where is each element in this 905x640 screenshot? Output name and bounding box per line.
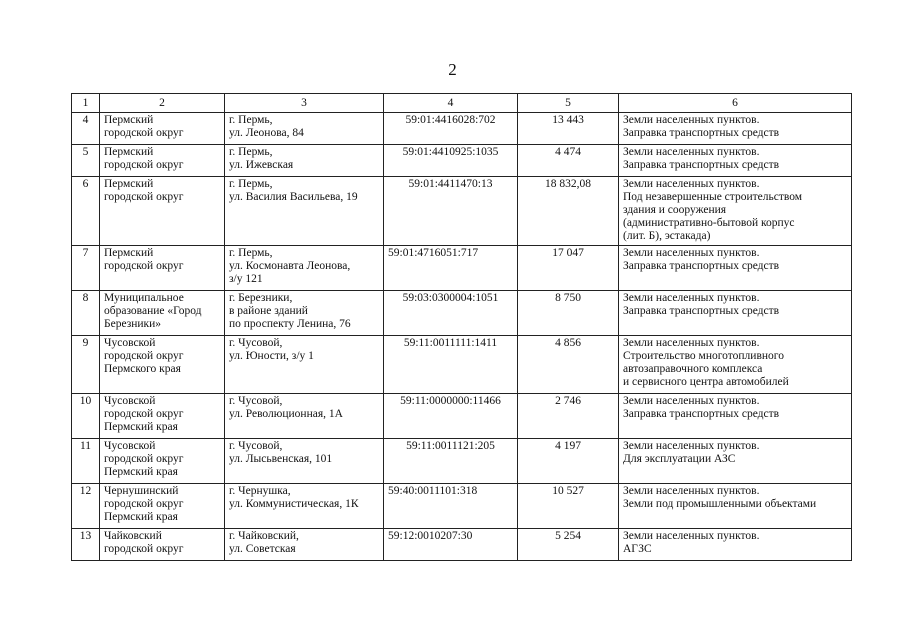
- area-cell: [518, 336, 619, 394]
- area-cell-text: 5 254: [555, 530, 581, 542]
- area-cell-text: 8 750: [555, 292, 581, 304]
- address-cell-line: ул. Ижевская: [229, 159, 294, 171]
- address-cell: [225, 484, 384, 529]
- address-cell-line: в районе зданий: [229, 305, 308, 317]
- municipality-cell: [100, 336, 225, 394]
- cadastral-number-cell-text: 59:03:0300004:1051: [402, 292, 499, 304]
- cadastral-number-cell: [384, 394, 518, 439]
- municipality-cell-line: Муниципальное: [104, 292, 184, 304]
- address-cell-line: ул. Лысьвенская, 101: [229, 453, 333, 465]
- address-cell-line: ул. Василия Васильева, 19: [229, 191, 358, 203]
- address-cell: [225, 394, 384, 439]
- address-cell: [225, 145, 384, 177]
- land-category-cell-line: автозаправочного комплекса: [623, 363, 763, 375]
- municipality-cell-line: Пермский: [104, 146, 154, 158]
- land-category-cell-line: Заправка транспортных средств: [623, 305, 780, 317]
- municipality-cell-line: Пермского края: [104, 363, 181, 375]
- land-category-cell: [619, 291, 852, 336]
- area-cell-text: 4 856: [555, 337, 581, 349]
- cadastral-number-cell: [384, 145, 518, 177]
- area-cell: [518, 291, 619, 336]
- municipality-cell-line: городской округ: [104, 350, 184, 362]
- land-category-cell-line: Земли населенных пунктов.: [623, 178, 760, 190]
- cadastral-number-cell-text: 59:01:4716051:717: [388, 247, 479, 259]
- cadastral-number-cell-text: 59:11:0000000:11466: [400, 395, 501, 407]
- row-number-cell: [72, 177, 100, 246]
- land-category-cell-line: Заправка транспортных средств: [623, 408, 780, 420]
- address-cell-line: г. Чернушка,: [229, 485, 291, 497]
- area-cell: [518, 529, 619, 561]
- municipality-cell: [100, 439, 225, 484]
- municipality-cell-line: Пермский: [104, 114, 154, 126]
- table-header-row: [72, 94, 852, 113]
- municipality-cell-line: Чайковский: [104, 530, 162, 542]
- address-cell-line: ул. Космонавта Леонова,: [229, 260, 351, 272]
- row-number-cell: [72, 439, 100, 484]
- address-cell-line: ул. Советская: [229, 543, 296, 555]
- cadastral-number-cell-text: 59:11:0011111:1411: [403, 337, 498, 349]
- cadastral-number-cell: [384, 529, 518, 561]
- address-cell: [225, 336, 384, 394]
- land-category-cell-line: Земли населенных пунктов.: [623, 114, 760, 126]
- land-category-cell-line: Заправка транспортных средств: [623, 127, 780, 139]
- address-cell-line: г. Чусовой,: [229, 395, 283, 407]
- row-number-cell-text: 13: [79, 530, 92, 542]
- municipality-cell-line: Пермский края: [104, 421, 178, 433]
- area-cell: [518, 113, 619, 145]
- land-category-cell: [619, 246, 852, 291]
- area-cell: [518, 246, 619, 291]
- municipality-cell-line: Чусовской: [104, 395, 156, 407]
- municipality-cell-line: городской округ: [104, 498, 184, 510]
- land-category-cell: [619, 484, 852, 529]
- land-category-cell-line: Земли населенных пунктов.: [623, 485, 760, 497]
- land-category-cell-line: Земли населенных пунктов.: [623, 530, 760, 542]
- municipality-cell: [100, 529, 225, 561]
- municipality-cell-line: Пермский края: [104, 511, 178, 523]
- municipality-cell-line: городской округ: [104, 543, 184, 555]
- row-number-cell: [72, 484, 100, 529]
- page-number: 2: [448, 60, 457, 79]
- cadastral-number-cell: [384, 177, 518, 246]
- area-cell: [518, 439, 619, 484]
- address-cell-line: ул. Леонова, 84: [229, 127, 304, 139]
- address-cell: [225, 439, 384, 484]
- row-number-cell-text: 11: [79, 440, 92, 452]
- land-category-cell: [619, 394, 852, 439]
- municipality-cell: [100, 113, 225, 145]
- table-row: [72, 336, 852, 394]
- address-cell: [225, 113, 384, 145]
- land-plots-table: [71, 93, 852, 561]
- land-category-cell-line: Для эксплуатации АЗС: [623, 453, 736, 465]
- column-header: 6: [619, 94, 852, 113]
- table-row: [72, 291, 852, 336]
- land-category-cell: [619, 177, 852, 246]
- address-cell-line: г. Пермь,: [229, 114, 273, 126]
- row-number-cell-text: 10: [79, 395, 92, 407]
- table-row: [72, 529, 852, 561]
- land-category-cell: [619, 529, 852, 561]
- land-category-cell-line: Земли населенных пунктов.: [623, 337, 760, 349]
- land-category-cell-line: (лит. Б), эстакада): [623, 230, 711, 242]
- municipality-cell-line: образование «Город: [104, 305, 202, 317]
- area-cell-text: 10 527: [552, 485, 584, 497]
- address-cell-line: г. Пермь,: [229, 146, 273, 158]
- land-category-cell-line: Заправка транспортных средств: [623, 260, 780, 272]
- row-number-cell-text: 9: [82, 337, 89, 349]
- column-header: 5: [518, 94, 619, 113]
- cadastral-number-cell-text: 59:12:0010207:30: [388, 530, 473, 542]
- municipality-cell-line: городской округ: [104, 408, 184, 420]
- address-cell: [225, 177, 384, 246]
- municipality-cell-line: городской округ: [104, 191, 184, 203]
- cadastral-number-cell: [384, 336, 518, 394]
- municipality-cell-line: городской округ: [104, 260, 184, 272]
- cadastral-number-cell-text: 59:01:4411470:13: [408, 178, 493, 190]
- land-category-cell: [619, 145, 852, 177]
- municipality-cell-line: Чусовской: [104, 440, 156, 452]
- area-cell: [518, 484, 619, 529]
- table-row: [72, 145, 852, 177]
- municipality-cell-line: Пермский: [104, 247, 154, 259]
- row-number-cell-text: 8: [82, 292, 89, 304]
- area-cell-text: 18 832,08: [545, 178, 591, 190]
- table-row: [72, 113, 852, 145]
- row-number-cell: [72, 113, 100, 145]
- row-number-cell: [72, 336, 100, 394]
- row-number-cell-text: 4: [82, 114, 89, 126]
- area-cell-text: 2 746: [555, 395, 581, 407]
- municipality-cell: [100, 484, 225, 529]
- area-cell-text: 13 443: [552, 114, 584, 126]
- municipality-cell-line: Березники»: [104, 318, 162, 330]
- municipality-cell: [100, 177, 225, 246]
- address-cell-line: г. Пермь,: [229, 247, 273, 259]
- column-header: 1: [72, 94, 100, 113]
- address-cell-line: г. Чайковский,: [229, 530, 299, 542]
- area-cell: [518, 145, 619, 177]
- address-cell-line: ул. Юности, з/у 1: [229, 350, 314, 362]
- land-category-cell-line: Земли населенных пунктов.: [623, 292, 760, 304]
- address-cell-line: г. Березники,: [229, 292, 293, 304]
- municipality-cell-line: городской округ: [104, 453, 184, 465]
- land-category-cell-line: АГЗС: [623, 543, 652, 555]
- row-number-cell-text: 12: [79, 485, 92, 497]
- row-number-cell: [72, 145, 100, 177]
- land-category-cell-line: здания и сооружения: [623, 204, 727, 216]
- address-cell-line: г. Чусовой,: [229, 440, 283, 452]
- column-header: 2: [100, 94, 225, 113]
- municipality-cell: [100, 246, 225, 291]
- cadastral-number-cell-text: 59:01:4416028:702: [405, 114, 496, 126]
- row-number-cell: [72, 291, 100, 336]
- table-row: [72, 484, 852, 529]
- row-number-cell-text: 7: [82, 247, 89, 259]
- table-row: [72, 394, 852, 439]
- cadastral-number-cell: [384, 439, 518, 484]
- land-category-cell-line: Земли населенных пунктов.: [623, 395, 760, 407]
- address-cell-line: г. Чусовой,: [229, 337, 283, 349]
- table-row: [72, 246, 852, 291]
- municipality-cell-line: Чусовской: [104, 337, 156, 349]
- column-header: 4: [384, 94, 518, 113]
- land-category-cell: [619, 439, 852, 484]
- land-category-cell-line: Земли под промышленными объектами: [623, 498, 817, 510]
- municipality-cell-line: Чернушинский: [104, 485, 179, 497]
- cadastral-number-cell: [384, 113, 518, 145]
- cadastral-number-cell-text: 59:11:0011121:205: [406, 440, 495, 452]
- municipality-cell-line: городской округ: [104, 159, 184, 171]
- row-number-cell: [72, 246, 100, 291]
- municipality-cell: [100, 394, 225, 439]
- land-category-cell: [619, 336, 852, 394]
- address-cell-line: ул. Коммунистическая, 1К: [229, 498, 359, 510]
- land-category-cell: [619, 113, 852, 145]
- address-cell-line: ул. Революционная, 1А: [229, 408, 343, 420]
- address-cell-line: з/у 121: [229, 273, 263, 285]
- land-category-cell-line: Земли населенных пунктов.: [623, 146, 760, 158]
- row-number-cell-text: 5: [82, 146, 89, 158]
- land-category-cell-line: (административно-бытовой корпус: [623, 217, 795, 229]
- area-cell-text: 4 197: [555, 440, 581, 452]
- area-cell: [518, 394, 619, 439]
- area-cell-text: 17 047: [552, 247, 584, 259]
- land-category-cell-line: Заправка транспортных средств: [623, 159, 780, 171]
- column-header: 3: [225, 94, 384, 113]
- land-category-cell-line: Под незавершенные строительством: [623, 191, 803, 203]
- address-cell: [225, 246, 384, 291]
- cadastral-number-cell: [384, 291, 518, 336]
- cadastral-number-cell-text: 59:01:4410925:1035: [402, 146, 499, 158]
- land-category-cell-line: Строительство многотопливного: [623, 350, 784, 362]
- land-category-cell-line: Земли населенных пунктов.: [623, 247, 760, 259]
- table-row: [72, 439, 852, 484]
- row-number-cell-text: 6: [82, 178, 89, 190]
- area-cell: [518, 177, 619, 246]
- municipality-cell: [100, 291, 225, 336]
- address-cell-line: по проспекту Ленина, 76: [229, 318, 351, 330]
- cadastral-number-cell-text: 59:40:0011101:318: [388, 485, 478, 497]
- row-number-cell: [72, 529, 100, 561]
- municipality-cell-line: Пермский: [104, 178, 154, 190]
- address-cell: [225, 529, 384, 561]
- area-cell-text: 4 474: [555, 146, 581, 158]
- address-cell-line: г. Пермь,: [229, 178, 273, 190]
- land-category-cell-line: Земли населенных пунктов.: [623, 440, 760, 452]
- municipality-cell: [100, 145, 225, 177]
- row-number-cell: [72, 394, 100, 439]
- table-row: [72, 177, 852, 246]
- cadastral-number-cell: [384, 246, 518, 291]
- municipality-cell-line: городской округ: [104, 127, 184, 139]
- address-cell: [225, 291, 384, 336]
- land-category-cell-line: и сервисного центра автомобилей: [623, 376, 789, 388]
- municipality-cell-line: Пермский края: [104, 466, 178, 478]
- cadastral-number-cell: [384, 484, 518, 529]
